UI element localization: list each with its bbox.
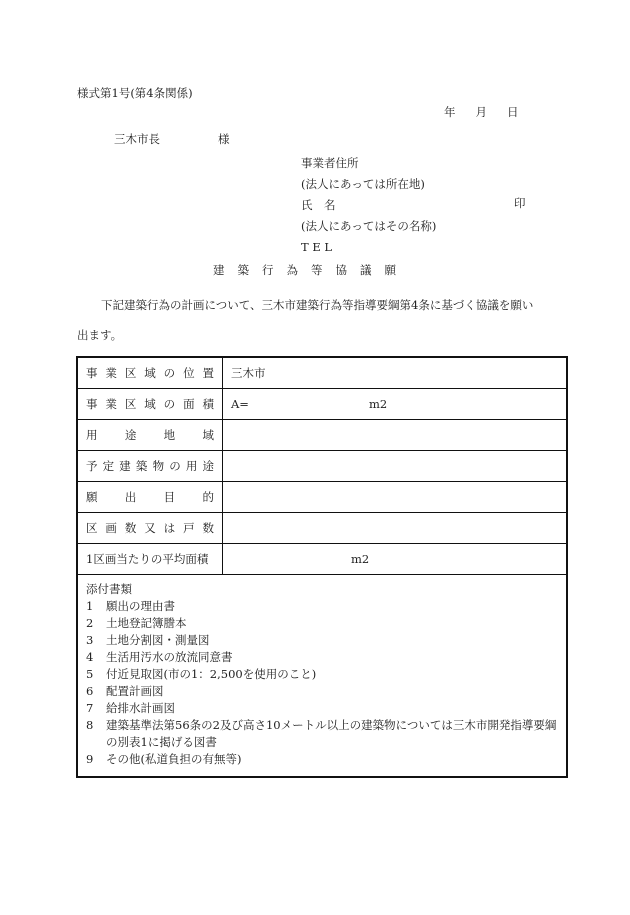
attachments-title: 添付書類	[86, 582, 132, 596]
avg-area-unit: m2	[351, 552, 370, 566]
row-label-planned-use: 予定建築物の用途	[77, 451, 223, 482]
body-paragraph	[77, 290, 567, 350]
applicant-name-label: 氏 名	[301, 198, 336, 212]
table-row	[77, 451, 567, 482]
area-prefix: A=	[231, 397, 249, 411]
row-label-location: 事業区域の位置	[77, 357, 223, 389]
attachment-num: 8	[86, 718, 94, 732]
attachment-num: 7	[86, 701, 94, 715]
table-row	[77, 389, 567, 420]
row-value-zoning[interactable]	[223, 420, 568, 451]
attachment-text: その他(私道負担の有無等)	[106, 752, 242, 766]
attachment-text: 土地分割図・測量図	[106, 633, 210, 647]
date-line	[444, 104, 539, 120]
addressee-name: 三木市長	[114, 132, 160, 146]
row-label-lot-count: 区画数又は戸数	[77, 513, 223, 544]
attachment-item	[86, 632, 558, 649]
attachment-item	[86, 751, 558, 768]
table-row-attachments	[77, 575, 567, 778]
seal-mark: 印	[514, 196, 526, 210]
attachment-num: 5	[86, 667, 94, 681]
applicant-block	[301, 153, 436, 258]
attachment-text: 建築基準法第56条の2及び高さ10メートル以上の建築物については三木市開発指導要綱の別表1に掲げる図書	[106, 718, 557, 749]
applicant-address-note: (法人にあっては所在地)	[301, 177, 425, 191]
table-row	[77, 482, 567, 513]
row-value-avg-area[interactable]	[223, 544, 568, 575]
attachment-text: 配置計画図	[106, 684, 164, 698]
applicant-name-note: (法人にあってはその名称)	[301, 219, 437, 233]
applicant-tel-label: T E L	[301, 240, 333, 254]
table-row	[77, 357, 567, 389]
table-row	[77, 420, 567, 451]
attachments-cell	[77, 575, 567, 778]
row-label-purpose: 願出目的	[77, 482, 223, 513]
form-number: 様式第1号(第4条関係)	[77, 86, 193, 100]
attachment-num: 2	[86, 616, 94, 630]
attachment-text: 給排水計画図	[106, 701, 175, 715]
row-value-location[interactable]: 三木市	[223, 357, 568, 389]
attachment-num: 6	[86, 684, 94, 698]
date-year: 年	[444, 105, 456, 119]
date-day: 日	[507, 105, 519, 119]
attachment-num: 1	[86, 599, 94, 613]
attachment-text: 願出の理由書	[106, 599, 175, 613]
attachment-num: 9	[86, 752, 94, 766]
attachment-item	[86, 700, 558, 717]
attachment-item	[86, 717, 558, 751]
area-unit: m2	[368, 397, 388, 411]
row-value-purpose[interactable]	[223, 482, 568, 513]
row-label-zoning: 用途地域	[77, 420, 223, 451]
addressee-suffix: 様	[218, 132, 230, 146]
row-value-area[interactable]	[223, 389, 568, 420]
attachment-text: 土地登記簿謄本	[106, 616, 187, 630]
attachment-num: 3	[86, 633, 94, 647]
attachment-item	[86, 598, 558, 615]
attachment-text: 生活用汚水の放流同意書	[106, 650, 233, 664]
applicant-address-label: 事業者住所	[301, 156, 359, 170]
row-label-avg-area: 1区画当たりの平均面積	[77, 544, 223, 575]
attachment-num: 4	[86, 650, 94, 664]
attachment-text: 付近見取図(市の1：2,500を使用のこと)	[106, 667, 317, 681]
table-row	[77, 513, 567, 544]
row-value-lot-count[interactable]	[223, 513, 568, 544]
row-label-area: 事業区域の面積	[77, 389, 223, 420]
addressee	[114, 131, 230, 147]
body-line-1: 下記建築行為の計画について、三木市建築行為等指導要綱第4条に基づく協議を願い	[101, 298, 534, 312]
attachment-item	[86, 615, 558, 632]
row-value-planned-use[interactable]	[223, 451, 568, 482]
table-row	[77, 544, 567, 575]
document-title: 建築行為等協議願	[213, 263, 409, 277]
attachment-item	[86, 666, 558, 683]
attachment-item	[86, 649, 558, 666]
application-table	[76, 356, 568, 778]
date-month: 月	[475, 105, 487, 119]
attachment-item	[86, 683, 558, 700]
body-line-2: 出ます。	[77, 328, 123, 342]
